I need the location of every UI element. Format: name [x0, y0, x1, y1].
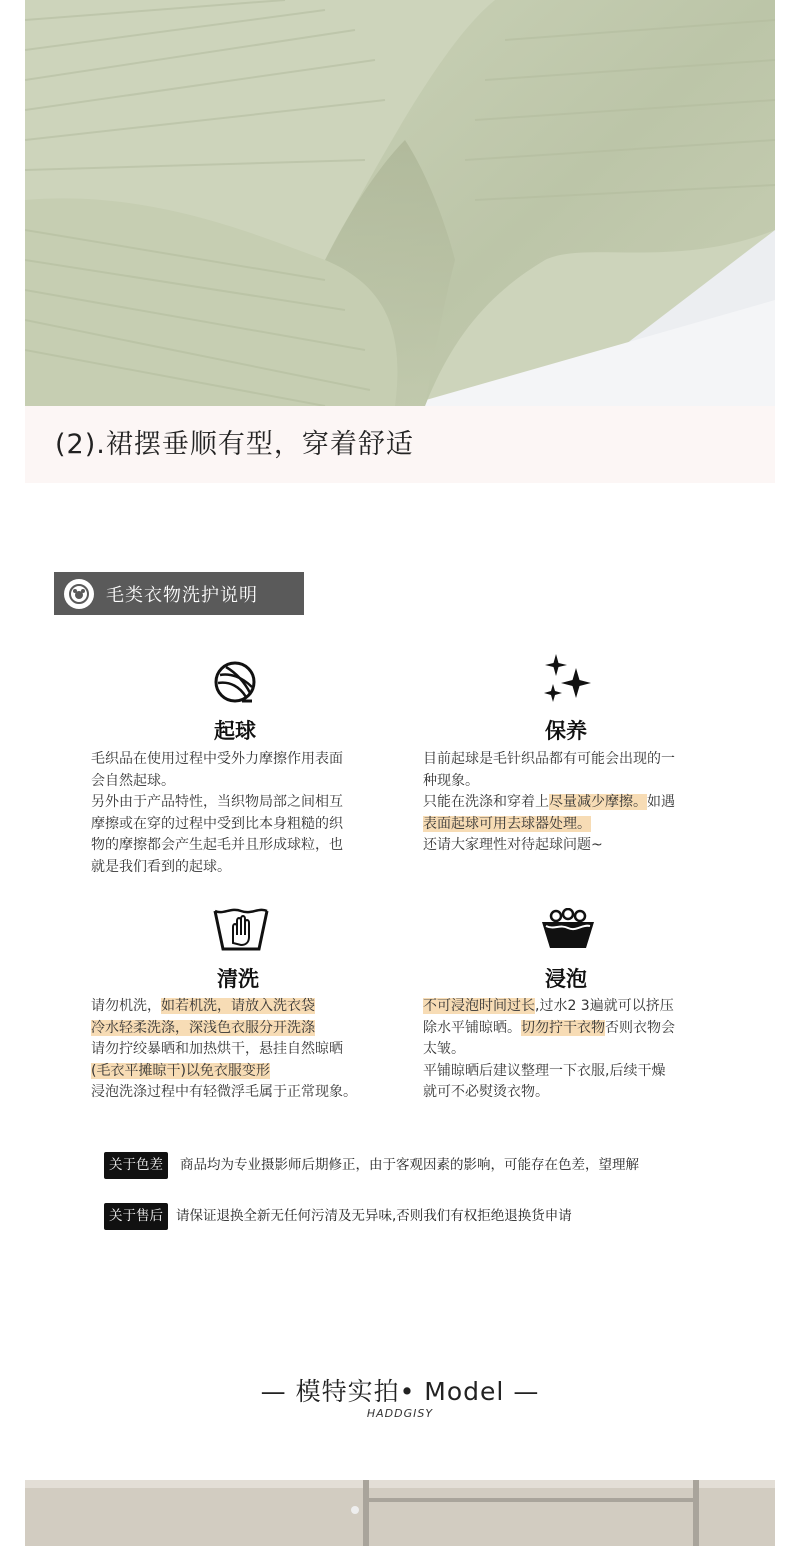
aftersale-note-tag: 关于售后 — [104, 1203, 168, 1230]
yarn-ball-icon — [212, 659, 258, 709]
pilling-text: 毛织品在使用过程中受外力摩擦作用表面 会自然起球。 另外由于产品特性，当织物局部之间相互 摩擦或在穿的过程中受到比本身粗糙的织 物的摩擦都会产生起毛并且形成球粒，也 就是我们看到的起球。 — [91, 751, 343, 875]
model-photo — [25, 1480, 775, 1546]
photo-caption: (2).裙摆垂顺有型，穿着舒适 — [55, 429, 414, 460]
soaking-title: 浸泡 — [545, 967, 587, 991]
model-section-title: — 模特实拍• Model — — [260, 1377, 540, 1406]
pilling-title: 起球 — [214, 719, 256, 743]
color-note-tag: 关于色差 — [104, 1152, 168, 1179]
washing-text: 请勿机洗，如若机洗，请放入洗衣袋 冷水轻柔洗涤，深浅色衣服分开洗涤 请勿拧绞暴晒和加热烘干，悬挂自然晾晒 (毛衣平摊晾干)以免衣服变形 浸泡洗涤过程中有轻微浮毛属于正常现象。 — [91, 998, 357, 1100]
color-note-text: 商品均为专业摄影师后期修正，由于客观因素的影响，可能存在色差，望理解 — [180, 1157, 639, 1173]
soaking-text: 不可浸泡时间过长,过水2 3遍就可以挤压 除水平铺晾晒。切勿拧干衣物否则衣物会 太皱。 平铺晾晒后建议整理一下衣服,后续干燥 就可不必熨烫衣物。 — [423, 998, 675, 1100]
model-section-subtitle: HADDGISY — [366, 1407, 434, 1420]
care-section-title: 毛类衣物洗护说明 — [106, 584, 258, 606]
fabric-closeup-photo — [25, 0, 775, 406]
washing-title: 清洗 — [217, 967, 259, 991]
care-section-header — [54, 572, 304, 615]
aftersale-note-text: 请保证退换全新无任何污清及无异味,否则我们有权拒绝退换货申请 — [176, 1208, 572, 1224]
soak-tub-icon — [540, 908, 596, 954]
sheep-icon — [64, 579, 94, 609]
sparkle-icon — [540, 654, 592, 710]
care-title: 保养 — [545, 719, 587, 743]
care-text: 目前起球是毛针织品都有可能会出现的一 种现象。 只能在洗涤和穿着上尽量减少摩擦。如遇 表面起球可用去球器处理。 还请大家理性对待起球问题~ — [423, 751, 675, 853]
aftersale-note — [104, 1203, 572, 1230]
color-note — [104, 1152, 639, 1179]
hand-wash-icon — [213, 905, 269, 959]
